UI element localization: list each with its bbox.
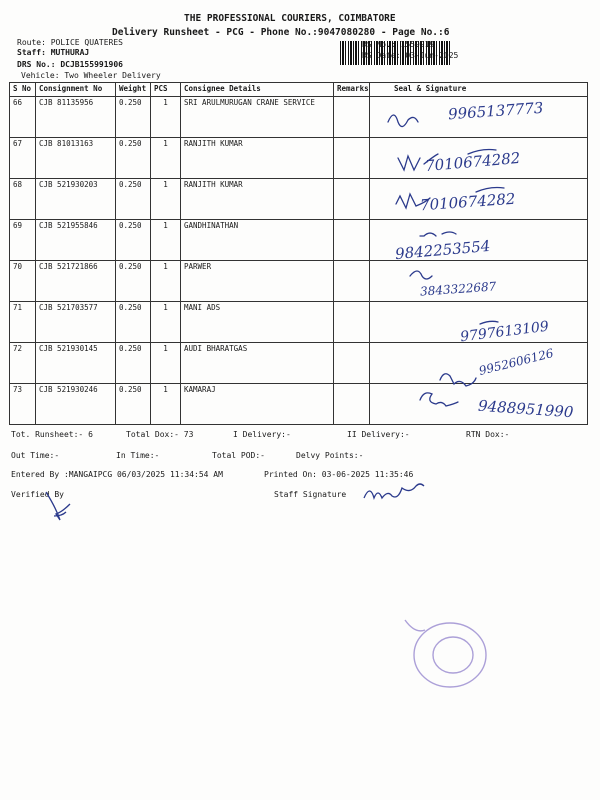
delvy-points: Delvy Points:- [296,451,364,460]
cell-remarks [334,384,370,425]
handwritten-phone: 7010674282 [424,148,522,176]
cell-sno: 70 [10,261,36,302]
cell-weight: 0.250 [116,343,151,384]
cell-cno: CJB 521955846 [36,220,116,261]
cell-weight: 0.250 [116,384,151,425]
rs-date: RS Date: 03-Jun-2025 [362,51,459,60]
cell-pcs: 1 [151,343,181,384]
handwritten-phone: 3843322687 [419,279,497,299]
cell-weight: 0.250 [116,138,151,179]
rs-no: RS No.: 1559919 [362,40,435,49]
cell-remarks [334,97,370,138]
cell-cno: CJB 521930246 [36,384,116,425]
staff-label: Staff: MUTHURAJ [17,48,90,57]
cell-pcs: 1 [151,384,181,425]
entered-by: Entered By :MANGAIPCG 06/03/2025 11:34:54 AM [11,470,223,479]
col-sno: S No [10,83,36,97]
handwritten-phone: 7010674282 [419,189,516,215]
cell-cno: CJB 521930203 [36,179,116,220]
cell-consignee: AUDI BHARATGAS [181,343,334,384]
staff-signature-label: Staff Signature [274,490,347,499]
cell-consignee: MANI ADS [181,302,334,343]
handwritten-phone: 9488951990 [477,396,574,422]
runsheet-subtitle: Delivery Runsheet - PCG - Phone No.:9047080280 - Page No.:6 [112,27,450,38]
rtn-dox: RTN Dox:- [466,430,510,439]
cell-weight: 0.250 [116,220,151,261]
verified-signature [40,488,80,528]
cell-pcs: 1 [151,97,181,138]
cell-weight: 0.250 [116,97,151,138]
cell-sno: 67 [10,138,36,179]
staff-signature-scribble [360,480,440,506]
vehicle-label: Vehicle: Two Wheeler Delivery [21,71,161,80]
out-time: Out Time:- [11,451,60,460]
drs-label: DRS No.: DCJB155991906 [17,60,123,69]
cell-consignee: KAMARAJ [181,384,334,425]
handwritten-phone: 9965137773 [447,98,544,124]
cell-consignee: SRI ARULMURUGAN CRANE SERVICE [181,97,334,138]
cell-weight: 0.250 [116,261,151,302]
col-weight: Weight [116,83,151,97]
ii-delivery: II Delivery:- [347,430,410,439]
cell-sno: 69 [10,220,36,261]
printed-on: Printed On: 03-06-2025 11:35:46 [264,470,414,479]
signature-scribbles [380,100,585,440]
cell-remarks [334,302,370,343]
col-pcs: PCS [151,83,181,97]
total-pod: Total POD:- [212,451,265,460]
cell-cno: CJB 81135956 [36,97,116,138]
handwritten-phone: 9797613109 [459,318,550,346]
cell-remarks [334,138,370,179]
cell-weight: 0.250 [116,179,151,220]
tot-runsheet: Tot. Runsheet:- 6 [11,430,93,439]
col-remarks: Remarks [334,83,370,97]
seal-stamp [395,600,505,700]
table-header-row [10,83,588,97]
cell-pcs: 1 [151,302,181,343]
cell-pcs: 1 [151,179,181,220]
cell-weight: 0.250 [116,302,151,343]
cell-cno: CJB 521703577 [36,302,116,343]
cell-sno: 73 [10,384,36,425]
cell-consignee: PARWER [181,261,334,302]
col-consignment: Consignment No [36,83,116,97]
cell-remarks [334,179,370,220]
cell-consignee: RANJITH KUMAR [181,179,334,220]
col-consignee: Consignee Details [181,83,334,97]
cell-cno: CJB 81013163 [36,138,116,179]
cell-pcs: 1 [151,261,181,302]
cell-sno: 68 [10,179,36,220]
cell-remarks [334,343,370,384]
handwritten-phone: 9952606126 [477,345,555,379]
cell-consignee: GANDHINATHAN [181,220,334,261]
total-dox: Total Dox:- 73 [126,430,194,439]
cell-pcs: 1 [151,220,181,261]
cell-sno: 71 [10,302,36,343]
cell-cno: CJB 521721866 [36,261,116,302]
cell-remarks [334,220,370,261]
in-time: In Time:- [116,451,160,460]
handwritten-phone: 9842253554 [394,236,492,264]
cell-cno: CJB 521930145 [36,343,116,384]
col-seal-signature: Seal & Signature [370,83,588,97]
verified-by: Verified By [11,490,64,499]
i-delivery: I Delivery:- [233,430,291,439]
cell-sno: 72 [10,343,36,384]
cell-consignee: RANJITH KUMAR [181,138,334,179]
route-label: Route: POLICE QUATERES [17,38,123,47]
cell-remarks [334,261,370,302]
company-title: THE PROFESSIONAL COURIERS, COIMBATORE [184,13,396,24]
cell-sno: 66 [10,97,36,138]
cell-pcs: 1 [151,138,181,179]
